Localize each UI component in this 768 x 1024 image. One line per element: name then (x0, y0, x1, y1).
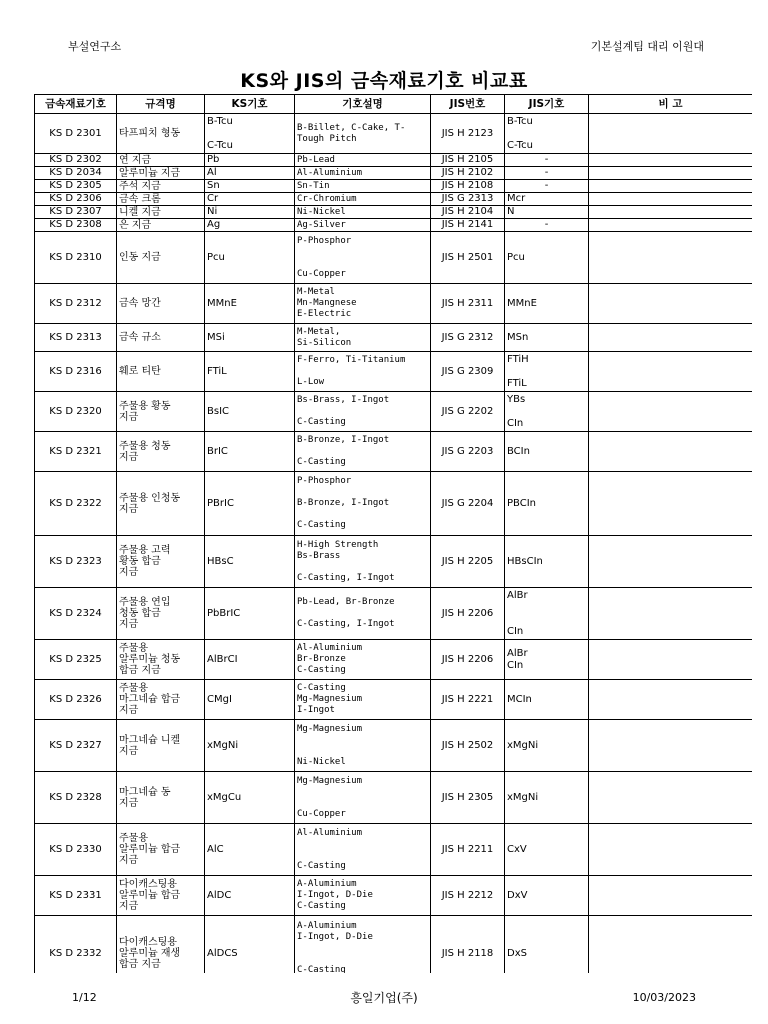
material-code-cell: KS D 2313 (35, 324, 117, 352)
jis-number-cell: JIS H 2206 (431, 640, 505, 680)
spec-name-cell: 훼로 티탄 (117, 352, 205, 392)
spec-name-cell: 주물용 청동 지금 (117, 432, 205, 472)
table-row (35, 824, 753, 876)
ks-symbol-cell: B-Tcu C-Tcu (205, 114, 295, 154)
symbol-description-cell: A-Aluminium I-Ingot, D-Die C-Casting (295, 916, 431, 974)
table-row (35, 284, 753, 324)
jis-symbol-cell: N (505, 206, 589, 219)
jis-symbol-cell: FTiH FTiL (505, 352, 589, 392)
jis-number-cell: JIS H 2205 (431, 536, 505, 588)
remarks-cell (589, 876, 753, 916)
spec-name-cell: 연 지금 (117, 154, 205, 167)
jis-symbol-cell: AlBr CIn (505, 640, 589, 680)
remarks-cell (589, 352, 753, 392)
jis-symbol-cell: DxS (505, 916, 589, 974)
material-code-cell: KS D 2325 (35, 640, 117, 680)
material-code-cell: KS D 2302 (35, 154, 117, 167)
table-row (35, 432, 753, 472)
remarks-cell (589, 219, 753, 232)
jis-number-cell: JIS G 2202 (431, 392, 505, 432)
material-code-cell: KS D 2320 (35, 392, 117, 432)
ks-symbol-cell: Ag (205, 219, 295, 232)
material-code-cell: KS D 2310 (35, 232, 117, 284)
symbol-description-cell: B-Billet, C-Cake, T- Tough Pitch (295, 114, 431, 154)
jis-symbol-cell: B-Tcu C-Tcu (505, 114, 589, 154)
ks-symbol-cell: AlDCS (205, 916, 295, 974)
material-code-cell: KS D 2034 (35, 167, 117, 180)
table-row (35, 206, 753, 219)
material-code-cell: KS D 2307 (35, 206, 117, 219)
material-code-cell: KS D 2327 (35, 720, 117, 772)
jis-number-cell: JIS H 2105 (431, 154, 505, 167)
remarks-cell (589, 167, 753, 180)
material-code-cell: KS D 2308 (35, 219, 117, 232)
symbol-description-cell: H-High Strength Bs-Brass C-Casting, I-Ingot (295, 536, 431, 588)
material-code-cell: KS D 2301 (35, 114, 117, 154)
spec-name-cell: 알루미늄 지금 (117, 167, 205, 180)
symbol-description-cell: Ni-Nickel (295, 206, 431, 219)
col-header-ks: KS기호 (205, 95, 295, 114)
remarks-cell (589, 284, 753, 324)
spec-name-cell: 주물용 황동 지금 (117, 392, 205, 432)
spec-name-cell: 주물용 알루미늄 청동 합금 지금 (117, 640, 205, 680)
table-row (35, 167, 753, 180)
col-header-jis: JIS번호 (431, 95, 505, 114)
ks-symbol-cell: BrIC (205, 432, 295, 472)
table-row (35, 916, 753, 974)
jis-symbol-cell: - (505, 180, 589, 193)
jis-number-cell: JIS H 2502 (431, 720, 505, 772)
jis-number-cell: JIS H 2501 (431, 232, 505, 284)
material-code-cell: KS D 2312 (35, 284, 117, 324)
material-code-cell: KS D 2331 (35, 876, 117, 916)
table-row (35, 876, 753, 916)
spec-name-cell: 주물용 인청동 지금 (117, 472, 205, 536)
comparison-table-container (34, 94, 752, 973)
ks-symbol-cell: FTiL (205, 352, 295, 392)
spec-name-cell: 마그네슘 니켈 지금 (117, 720, 205, 772)
ks-symbol-cell: Sn (205, 180, 295, 193)
jis-symbol-cell: xMgNi (505, 720, 589, 772)
footer-company: 흥일기업(주) (350, 991, 418, 1005)
material-code-cell: KS D 2305 (35, 180, 117, 193)
jis-symbol-cell: - (505, 167, 589, 180)
spec-name-cell: 금속 규소 (117, 324, 205, 352)
table-header-row (35, 95, 753, 114)
jis-symbol-cell: MMnE (505, 284, 589, 324)
ks-symbol-cell: Ni (205, 206, 295, 219)
ks-symbol-cell: Cr (205, 193, 295, 206)
remarks-cell (589, 680, 753, 720)
ks-symbol-cell: xMgNi (205, 720, 295, 772)
jis-number-cell: JIS H 2212 (431, 876, 505, 916)
remarks-cell (589, 392, 753, 432)
ks-symbol-cell: MSi (205, 324, 295, 352)
jis-symbol-cell: AlBr CIn (505, 588, 589, 640)
table-row (35, 114, 753, 154)
jis-symbol-cell: PBCIn (505, 472, 589, 536)
jis-symbol-cell: MCIn (505, 680, 589, 720)
spec-name-cell: 주석 지금 (117, 180, 205, 193)
ks-symbol-cell: Al (205, 167, 295, 180)
material-code-cell: KS D 2326 (35, 680, 117, 720)
spec-name-cell: 다이캐스팅용 알루미늄 합금 지금 (117, 876, 205, 916)
jis-symbol-cell: CxV (505, 824, 589, 876)
jis-symbol-cell: xMgNi (505, 772, 589, 824)
table-row (35, 180, 753, 193)
jis-number-cell: JIS H 2108 (431, 180, 505, 193)
table-row (35, 324, 753, 352)
ks-symbol-cell: PbBrIC (205, 588, 295, 640)
ks-symbol-cell: Pb (205, 154, 295, 167)
col-header-jissym: JIS기호 (505, 95, 589, 114)
remarks-cell (589, 824, 753, 876)
spec-name-cell: 주물용 알루미늄 합금 지금 (117, 824, 205, 876)
jis-number-cell: JIS G 2309 (431, 352, 505, 392)
remarks-cell (589, 472, 753, 536)
remarks-cell (589, 154, 753, 167)
material-code-cell: KS D 2316 (35, 352, 117, 392)
material-code-cell: KS D 2330 (35, 824, 117, 876)
spec-name-cell: 다이캐스팅용 알루미늄 재생 합금 지금 (117, 916, 205, 974)
spec-name-cell: 금속 크롬 (117, 193, 205, 206)
ks-symbol-cell: MMnE (205, 284, 295, 324)
jis-number-cell: JIS H 2206 (431, 588, 505, 640)
material-code-cell: KS D 2324 (35, 588, 117, 640)
material-code-cell: KS D 2306 (35, 193, 117, 206)
symbol-description-cell: Mg-Magnesium Ni-Nickel (295, 720, 431, 772)
jis-symbol-cell: - (505, 154, 589, 167)
remarks-cell (589, 206, 753, 219)
spec-name-cell: 주물용 마그네슘 합금 지금 (117, 680, 205, 720)
col-header-note: 비 고 (589, 95, 753, 114)
spec-name-cell: 인동 지금 (117, 232, 205, 284)
remarks-cell (589, 772, 753, 824)
spec-name-cell: 주물용 고력 황동 합금 지금 (117, 536, 205, 588)
remarks-cell (589, 324, 753, 352)
table-row (35, 640, 753, 680)
comparison-table (34, 94, 752, 973)
symbol-description-cell: Al-Aluminium C-Casting (295, 824, 431, 876)
col-header-name: 규격명 (117, 95, 205, 114)
remarks-cell (589, 180, 753, 193)
jis-number-cell: JIS H 2123 (431, 114, 505, 154)
symbol-description-cell: A-Aluminium I-Ingot, D-Die C-Casting (295, 876, 431, 916)
table-row (35, 680, 753, 720)
ks-symbol-cell: AlBrCI (205, 640, 295, 680)
material-code-cell: KS D 2332 (35, 916, 117, 974)
jis-number-cell: JIS G 2312 (431, 324, 505, 352)
remarks-cell (589, 588, 753, 640)
table-row (35, 352, 753, 392)
jis-number-cell: JIS H 2311 (431, 284, 505, 324)
jis-symbol-cell: DxV (505, 876, 589, 916)
table-row (35, 588, 753, 640)
table-body (35, 114, 753, 974)
table-row (35, 392, 753, 432)
table-row (35, 472, 753, 536)
jis-symbol-cell: Pcu (505, 232, 589, 284)
ks-symbol-cell: PBrIC (205, 472, 295, 536)
header-department: 부설연구소 (68, 40, 122, 53)
spec-name-cell: 니켈 지금 (117, 206, 205, 219)
spec-name-cell: 금속 망간 (117, 284, 205, 324)
jis-symbol-cell: - (505, 219, 589, 232)
symbol-description-cell: M-Metal, Si-Silicon (295, 324, 431, 352)
ks-symbol-cell: BsIC (205, 392, 295, 432)
symbol-description-cell: F-Ferro, Ti-Titanium L-Low (295, 352, 431, 392)
table-row (35, 720, 753, 772)
remarks-cell (589, 640, 753, 680)
col-header-desc: 기호설명 (295, 95, 431, 114)
remarks-cell (589, 193, 753, 206)
material-code-cell: KS D 2321 (35, 432, 117, 472)
jis-number-cell: JIS H 2102 (431, 167, 505, 180)
symbol-description-cell: Al-Aluminium Br-Bronze C-Casting (295, 640, 431, 680)
jis-number-cell: JIS H 2104 (431, 206, 505, 219)
table-row (35, 219, 753, 232)
jis-symbol-cell: BCIn (505, 432, 589, 472)
jis-symbol-cell: MSn (505, 324, 589, 352)
table-row (35, 154, 753, 167)
material-code-cell: KS D 2328 (35, 772, 117, 824)
remarks-cell (589, 232, 753, 284)
material-code-cell: KS D 2323 (35, 536, 117, 588)
symbol-description-cell: P-Phosphor Cu-Copper (295, 232, 431, 284)
jis-number-cell: JIS G 2203 (431, 432, 505, 472)
remarks-cell (589, 432, 753, 472)
symbol-description-cell: Al-Aluminium (295, 167, 431, 180)
remarks-cell (589, 114, 753, 154)
page-title: KS와 JIS의 금속재료기호 비교표 (240, 70, 528, 92)
remarks-cell (589, 916, 753, 974)
jis-number-cell: JIS G 2204 (431, 472, 505, 536)
symbol-description-cell: Mg-Magnesium Cu-Copper (295, 772, 431, 824)
ks-symbol-cell: Pcu (205, 232, 295, 284)
remarks-cell (589, 536, 753, 588)
jis-symbol-cell: Mcr (505, 193, 589, 206)
ks-symbol-cell: CMgI (205, 680, 295, 720)
footer-page-number: 1/12 (72, 991, 97, 1004)
symbol-description-cell: Pb-Lead (295, 154, 431, 167)
symbol-description-cell: Ag-Silver (295, 219, 431, 232)
spec-name-cell: 주물용 연입 청동 합금 지금 (117, 588, 205, 640)
symbol-description-cell: Cr-Chromium (295, 193, 431, 206)
jis-number-cell: JIS G 2313 (431, 193, 505, 206)
spec-name-cell: 마그네슘 동 지금 (117, 772, 205, 824)
jis-number-cell: JIS H 2118 (431, 916, 505, 974)
header-author: 기본설계팀 대리 이원대 (590, 40, 704, 53)
ks-symbol-cell: HBsC (205, 536, 295, 588)
footer-date: 10/03/2023 (632, 991, 696, 1004)
remarks-cell (589, 720, 753, 772)
symbol-description-cell: Bs-Brass, I-Ingot C-Casting (295, 392, 431, 432)
symbol-description-cell: Pb-Lead, Br-Bronze C-Casting, I-Ingot (295, 588, 431, 640)
symbol-description-cell: C-Casting Mg-Magnesium I-Ingot (295, 680, 431, 720)
jis-symbol-cell: HBsCIn (505, 536, 589, 588)
col-header-code: 금속재료기호 (35, 95, 117, 114)
jis-number-cell: JIS H 2221 (431, 680, 505, 720)
symbol-description-cell: B-Bronze, I-Ingot C-Casting (295, 432, 431, 472)
spec-name-cell: 타프피치 형동 (117, 114, 205, 154)
ks-symbol-cell: AlC (205, 824, 295, 876)
symbol-description-cell: Sn-Tin (295, 180, 431, 193)
spec-name-cell: 은 지금 (117, 219, 205, 232)
material-code-cell: KS D 2322 (35, 472, 117, 536)
jis-number-cell: JIS H 2141 (431, 219, 505, 232)
table-row (35, 772, 753, 824)
ks-symbol-cell: AlDC (205, 876, 295, 916)
jis-number-cell: JIS H 2305 (431, 772, 505, 824)
jis-number-cell: JIS H 2211 (431, 824, 505, 876)
symbol-description-cell: P-Phosphor B-Bronze, I-Ingot C-Casting (295, 472, 431, 536)
table-row (35, 232, 753, 284)
table-row (35, 193, 753, 206)
table-row (35, 536, 753, 588)
ks-symbol-cell: xMgCu (205, 772, 295, 824)
symbol-description-cell: M-Metal Mn-Mangnese E-Electric (295, 284, 431, 324)
jis-symbol-cell: YBs CIn (505, 392, 589, 432)
